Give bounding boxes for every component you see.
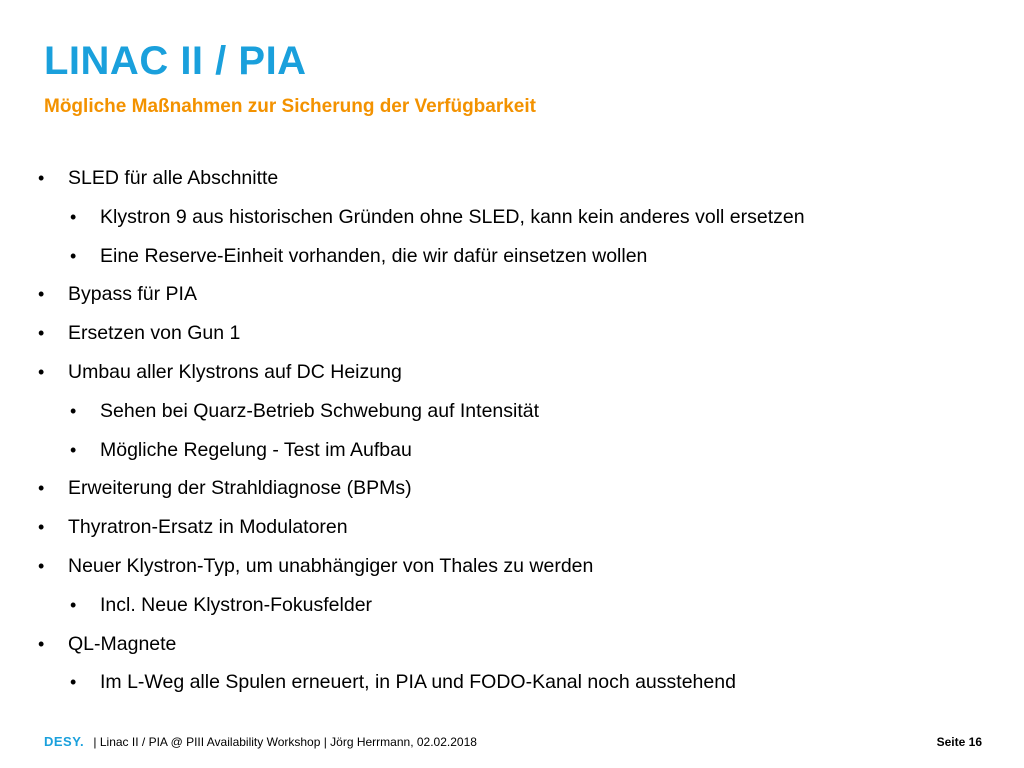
bullet-icon: • <box>38 517 45 538</box>
bullet-icon: • <box>38 556 45 576</box>
list-item-text: Thyratron-Ersatz in Modulatoren <box>68 516 348 539</box>
bullet-icon: • <box>38 633 45 654</box>
list-item-text: Ersetzen von Gun 1 <box>68 322 241 345</box>
bullet-icon: • <box>70 672 77 693</box>
list-item-text: Erweiterung der Strahldiagnose (BPMs) <box>68 477 412 500</box>
bullet-icon: • <box>38 362 45 382</box>
bullet-icon: • <box>38 323 45 344</box>
list-item-text: SLED für alle Abschnitte <box>68 167 279 189</box>
slide-subtitle: Mögliche Maßnahmen zur Sicherung der Verfügbarkeit <box>44 96 536 117</box>
desy-logo: DESY. <box>44 734 85 749</box>
list-item-text: Eine Reserve-Einheit vorhanden, die wir dafür einsetzen wollen <box>100 244 648 267</box>
list-item-text: Klystron 9 aus historischen Gründen ohne SLED, kann kein anderes voll ersetzen <box>100 205 805 228</box>
list-item-text: Incl. Neue Klystron-Fokusfelder <box>100 593 373 616</box>
list-item-text: Neuer Klystron-Typ, um unabhängiger von Thales zu werden <box>68 555 594 577</box>
bullet-icon: • <box>38 168 45 188</box>
list-item-text: Im L-Weg alle Spulen erneuert, in PIA und FODO-Kanal noch ausstehend <box>100 671 736 694</box>
bullet-icon: • <box>38 284 45 305</box>
bullet-icon: • <box>70 245 77 266</box>
list-item-text: Bypass für PIA <box>68 283 197 306</box>
slide-title: LINAC II / PIA <box>44 39 307 83</box>
bullet-icon: • <box>70 594 77 615</box>
bullet-icon: • <box>70 400 77 421</box>
bullet-icon: • <box>70 439 77 460</box>
bullet-icon: • <box>70 206 77 227</box>
list-item-text: Mögliche Regelung - Test im Aufbau <box>100 438 412 461</box>
bullet-icon: • <box>38 478 45 499</box>
footer-text: | Linac II / PIA @ PIII Availability Workshop | Jörg Herrmann, 02.02.2018 <box>93 735 477 749</box>
footer <box>44 732 982 752</box>
list-item-text: Sehen bei Quarz-Betrieb Schwebung auf Intensität <box>100 399 540 422</box>
page-number: Seite 16 <box>936 735 982 749</box>
list-item-text: Umbau aller Klystrons auf DC Heizung <box>68 361 402 383</box>
list-item-text: QL-Magnete <box>68 632 177 655</box>
